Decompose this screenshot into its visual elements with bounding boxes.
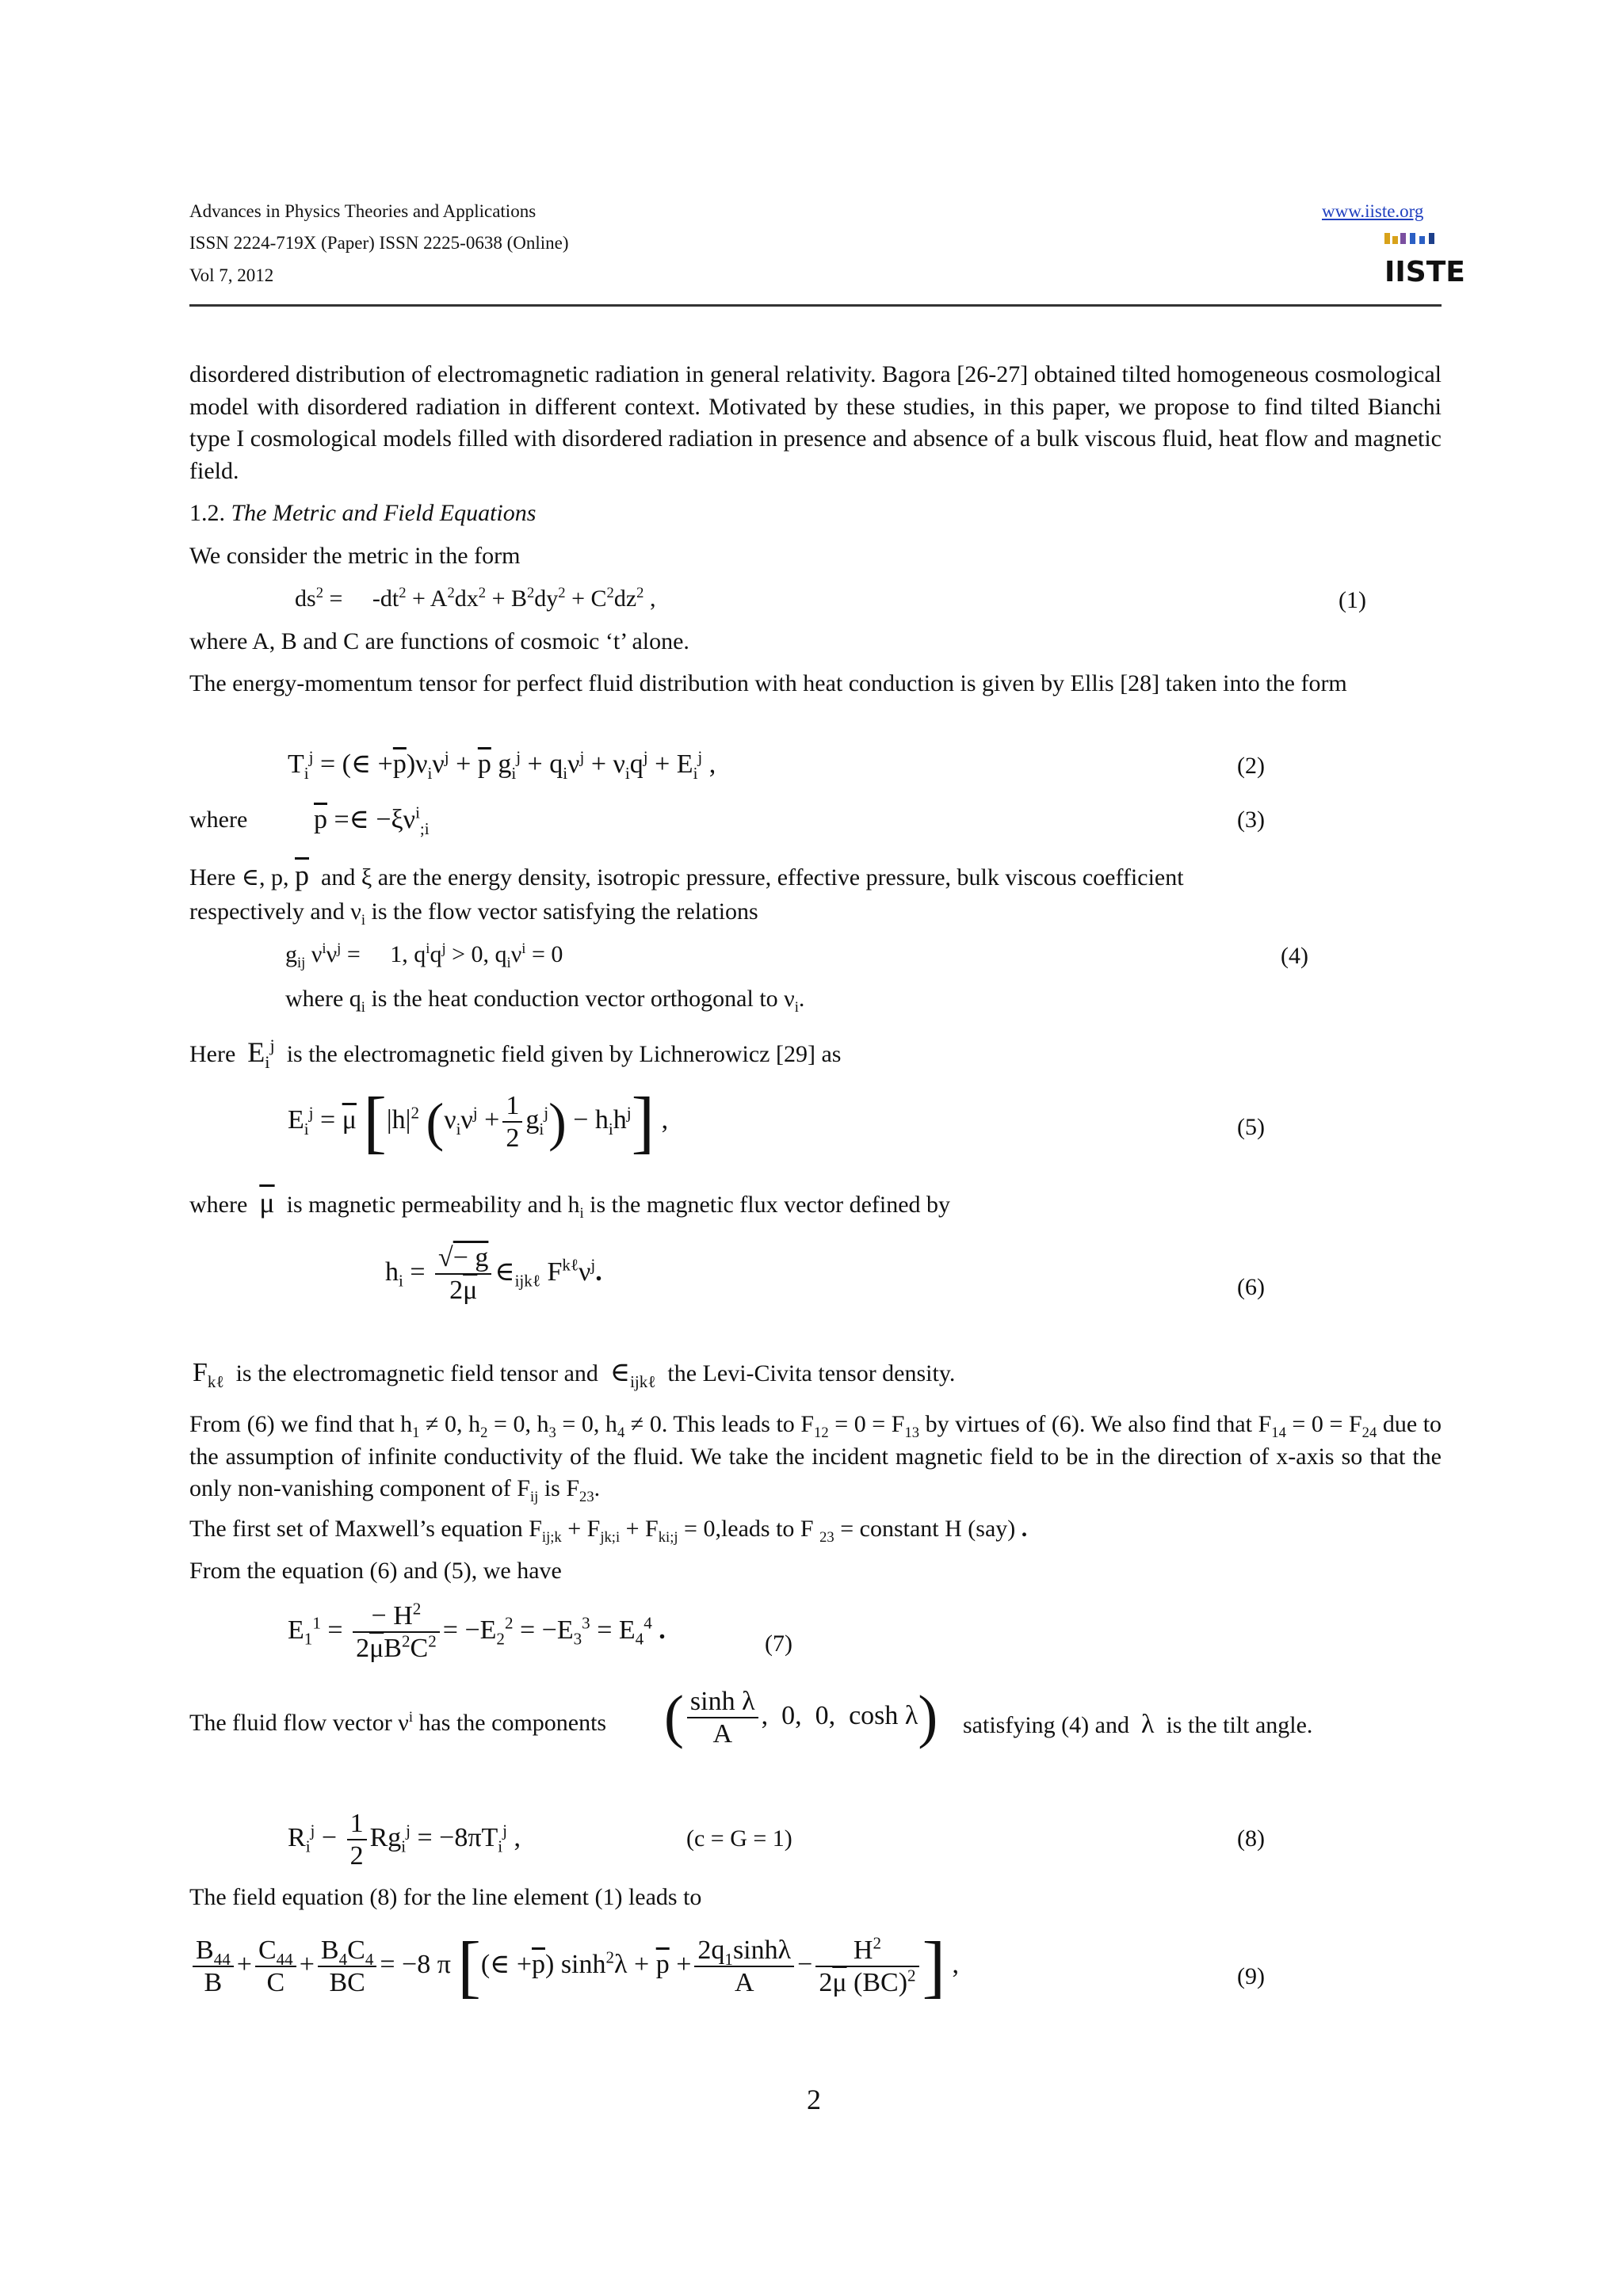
issn-line: ISSN 2224-719X (Paper) ISSN 2225-0638 (Online) — [189, 233, 569, 253]
equation-number-5: (5) — [1237, 1114, 1265, 1140]
equation-number-4: (4) — [1281, 943, 1308, 969]
page-number: 2 — [807, 2084, 821, 2115]
flow-vector-line: The fluid flow vector $\nu^i$ has the components — [189, 1709, 607, 1736]
volume-line: Vol 7, 2012 — [189, 265, 274, 285]
em-field-line: Here $E_i^j$ is the electromagnetic field given by Lichnerowicz [29] as — [189, 1035, 842, 1073]
definitions-line-2: respectively and $\nu_i$ is the flow vector satisfying the relations — [189, 898, 758, 929]
equation-number-8: (8) — [1237, 1825, 1265, 1852]
from6-paragraph: From (6) we find that $h_1 \ne 0$, $h_2 = 0$, $h_3 = 0$, $h_4 \ne 0$. This leads to $F_{12} = 0 = F_{13}$ by virtues of (6). We also find that $F_{14} = 0 = F_{24}$ due to the assumption of infinite conductivity of the fluid. We take the incident magnetic field to be in the direction of x-axis so that the only non-vanishing component of $F_{ij}$ is $F_{23}$. — [189, 1411, 1442, 1506]
equation-6: $h_i$ = $\frac{√- g}{2\overline{\mu}}$ $\in_{ijk\ell}$ $F^{k\ell}\nu^j$. — [385, 1243, 602, 1306]
equation-7: $E_1^1$ = $\frac{- H^2}{2\overline{\mu}B^2C^2}$ = $-E_2^2 = -E_3^3 = E_4^4$ . — [288, 1599, 666, 1664]
where-label: where — [189, 807, 248, 833]
from-equation-line: From the equation (6) and (5), we have — [189, 1558, 562, 1584]
equation-2: $T_i^j$ = (∈ $+\overline{p})\nu_i\nu^j + \overline{p}$ $g_i^j + q_i\nu^j + \nu_iq^j + E_i^j$ , — [288, 747, 716, 783]
metric-intro: We consider the metric in the form — [189, 543, 521, 569]
equation-number-6: (6) — [1237, 1274, 1265, 1300]
tilt-angle-line: satisfying (4) and λ is the tilt angle. — [963, 1710, 1313, 1739]
equation-8-note: (c = G = 1) — [686, 1825, 792, 1852]
field-equation-intro: The field equation (8) for the line element (1) leads to — [189, 1884, 702, 1910]
svg-text:IISTE: IISTE — [1384, 256, 1465, 288]
equation-1: $ds^2$ = $-dt^2 + A^2dx^2 + B^2dy^2 + C^2dz^2$ , — [295, 585, 656, 612]
section-number: 1.2. — [189, 500, 225, 526]
equation-9: $\frac{B_{44}}{B}$ + $\frac{C_{44}}{C}$ + $\frac{B_4C_4}{BC}$ = −8 π [(∈ $+\overline{p}$) $\sinh^2\lambda + \overline{p}$ + $\frac{2q_1\sinh\lambda}{A}$ − $\frac{H^2}{2\overline{\mu} (BC)^2}$ ] , — [189, 1932, 959, 2001]
levi-civita-line: $F_{k\ell}$ is the electromagnetic field tensor and $\in_{ijk\ell}$ the Levi-Civita tensor density. — [193, 1358, 956, 1391]
intro-paragraph: disordered distribution of electromagnetic radiation in general relativity. Bagora [26-27] obtained tilted homogeneous cosmological model with disordered radiation in different context. Motivated by these studies, in this paper, we propose to find tilted Bianchi type I cosmological models filled with disordered radiation in presence and absence of a bulk viscous fluid, heat flow and magnetic field. — [189, 361, 1442, 484]
iiste-logo-icon — [1383, 231, 1465, 288]
flow-vector-components: ( $\frac{\text{sinh λ}}{A}$ , 0, 0, cosh λ) — [664, 1684, 938, 1750]
equation-number-7: (7) — [765, 1630, 792, 1657]
definitions-line-1: Here ∈, p, $\overline{p}$ and ξ are the energy density, isotropic pressure, effective pressure, bulk viscous coefficient — [189, 860, 1184, 891]
equation-number-1: (1) — [1338, 587, 1366, 613]
section-title: The Metric and Field Equations — [231, 500, 537, 526]
equation-number-9: (9) — [1237, 1963, 1265, 1989]
maxwell-line: The first set of Maxwell’s equation $F_{ij;k} + F_{jk;i} + F_{ki;j}$ = 0,leads to F $_{23}$ = constant H (say) . — [189, 1516, 1028, 1546]
equation-number-3: (3) — [1237, 807, 1265, 833]
tensor-intro: The energy-momentum tensor for perfect fluid distribution with heat conduction is given by Ellis [28] taken into the form — [189, 670, 1347, 696]
heat-vector-line: where $q_i$ is the heat conduction vector orthogonal to $\nu_i$. — [285, 986, 805, 1016]
equation-8: $R_i^j$ − $\frac{1}{2}$ $Rg_i^j = -8\pi T_i^j$ , — [288, 1809, 521, 1871]
permeability-line: where $\overline{\mu}$ is magnetic permeability and $h_i$ is the magnetic flux vector defined by — [189, 1187, 951, 1222]
header-divider — [189, 304, 1442, 307]
metric-after-text: where A, B and C are functions of cosmoic ‘t’ alone. — [189, 628, 689, 654]
equation-5: $E_i^j = \overline{\mu}$ [$|h|^2$ ($\nu_i\nu^j$ + $\frac{1}{2}$ $g_i^j) - h_ih^j$] , — [288, 1083, 669, 1161]
section-heading — [189, 502, 536, 525]
journal-title: Advances in Physics Theories and Applications — [189, 201, 537, 221]
equation-3: $\overline{p}$ =∈ $-\xi\nu^i_{;i}$ — [314, 803, 430, 838]
equation-4: $g_{ij}$ $\nu^i\nu^j$ = 1, $q^iq^j > 0$, $q_i\nu^i = 0$ — [285, 940, 563, 971]
equation-number-2: (2) — [1237, 753, 1265, 779]
website-link[interactable]: www.iiste.org — [1322, 201, 1424, 221]
